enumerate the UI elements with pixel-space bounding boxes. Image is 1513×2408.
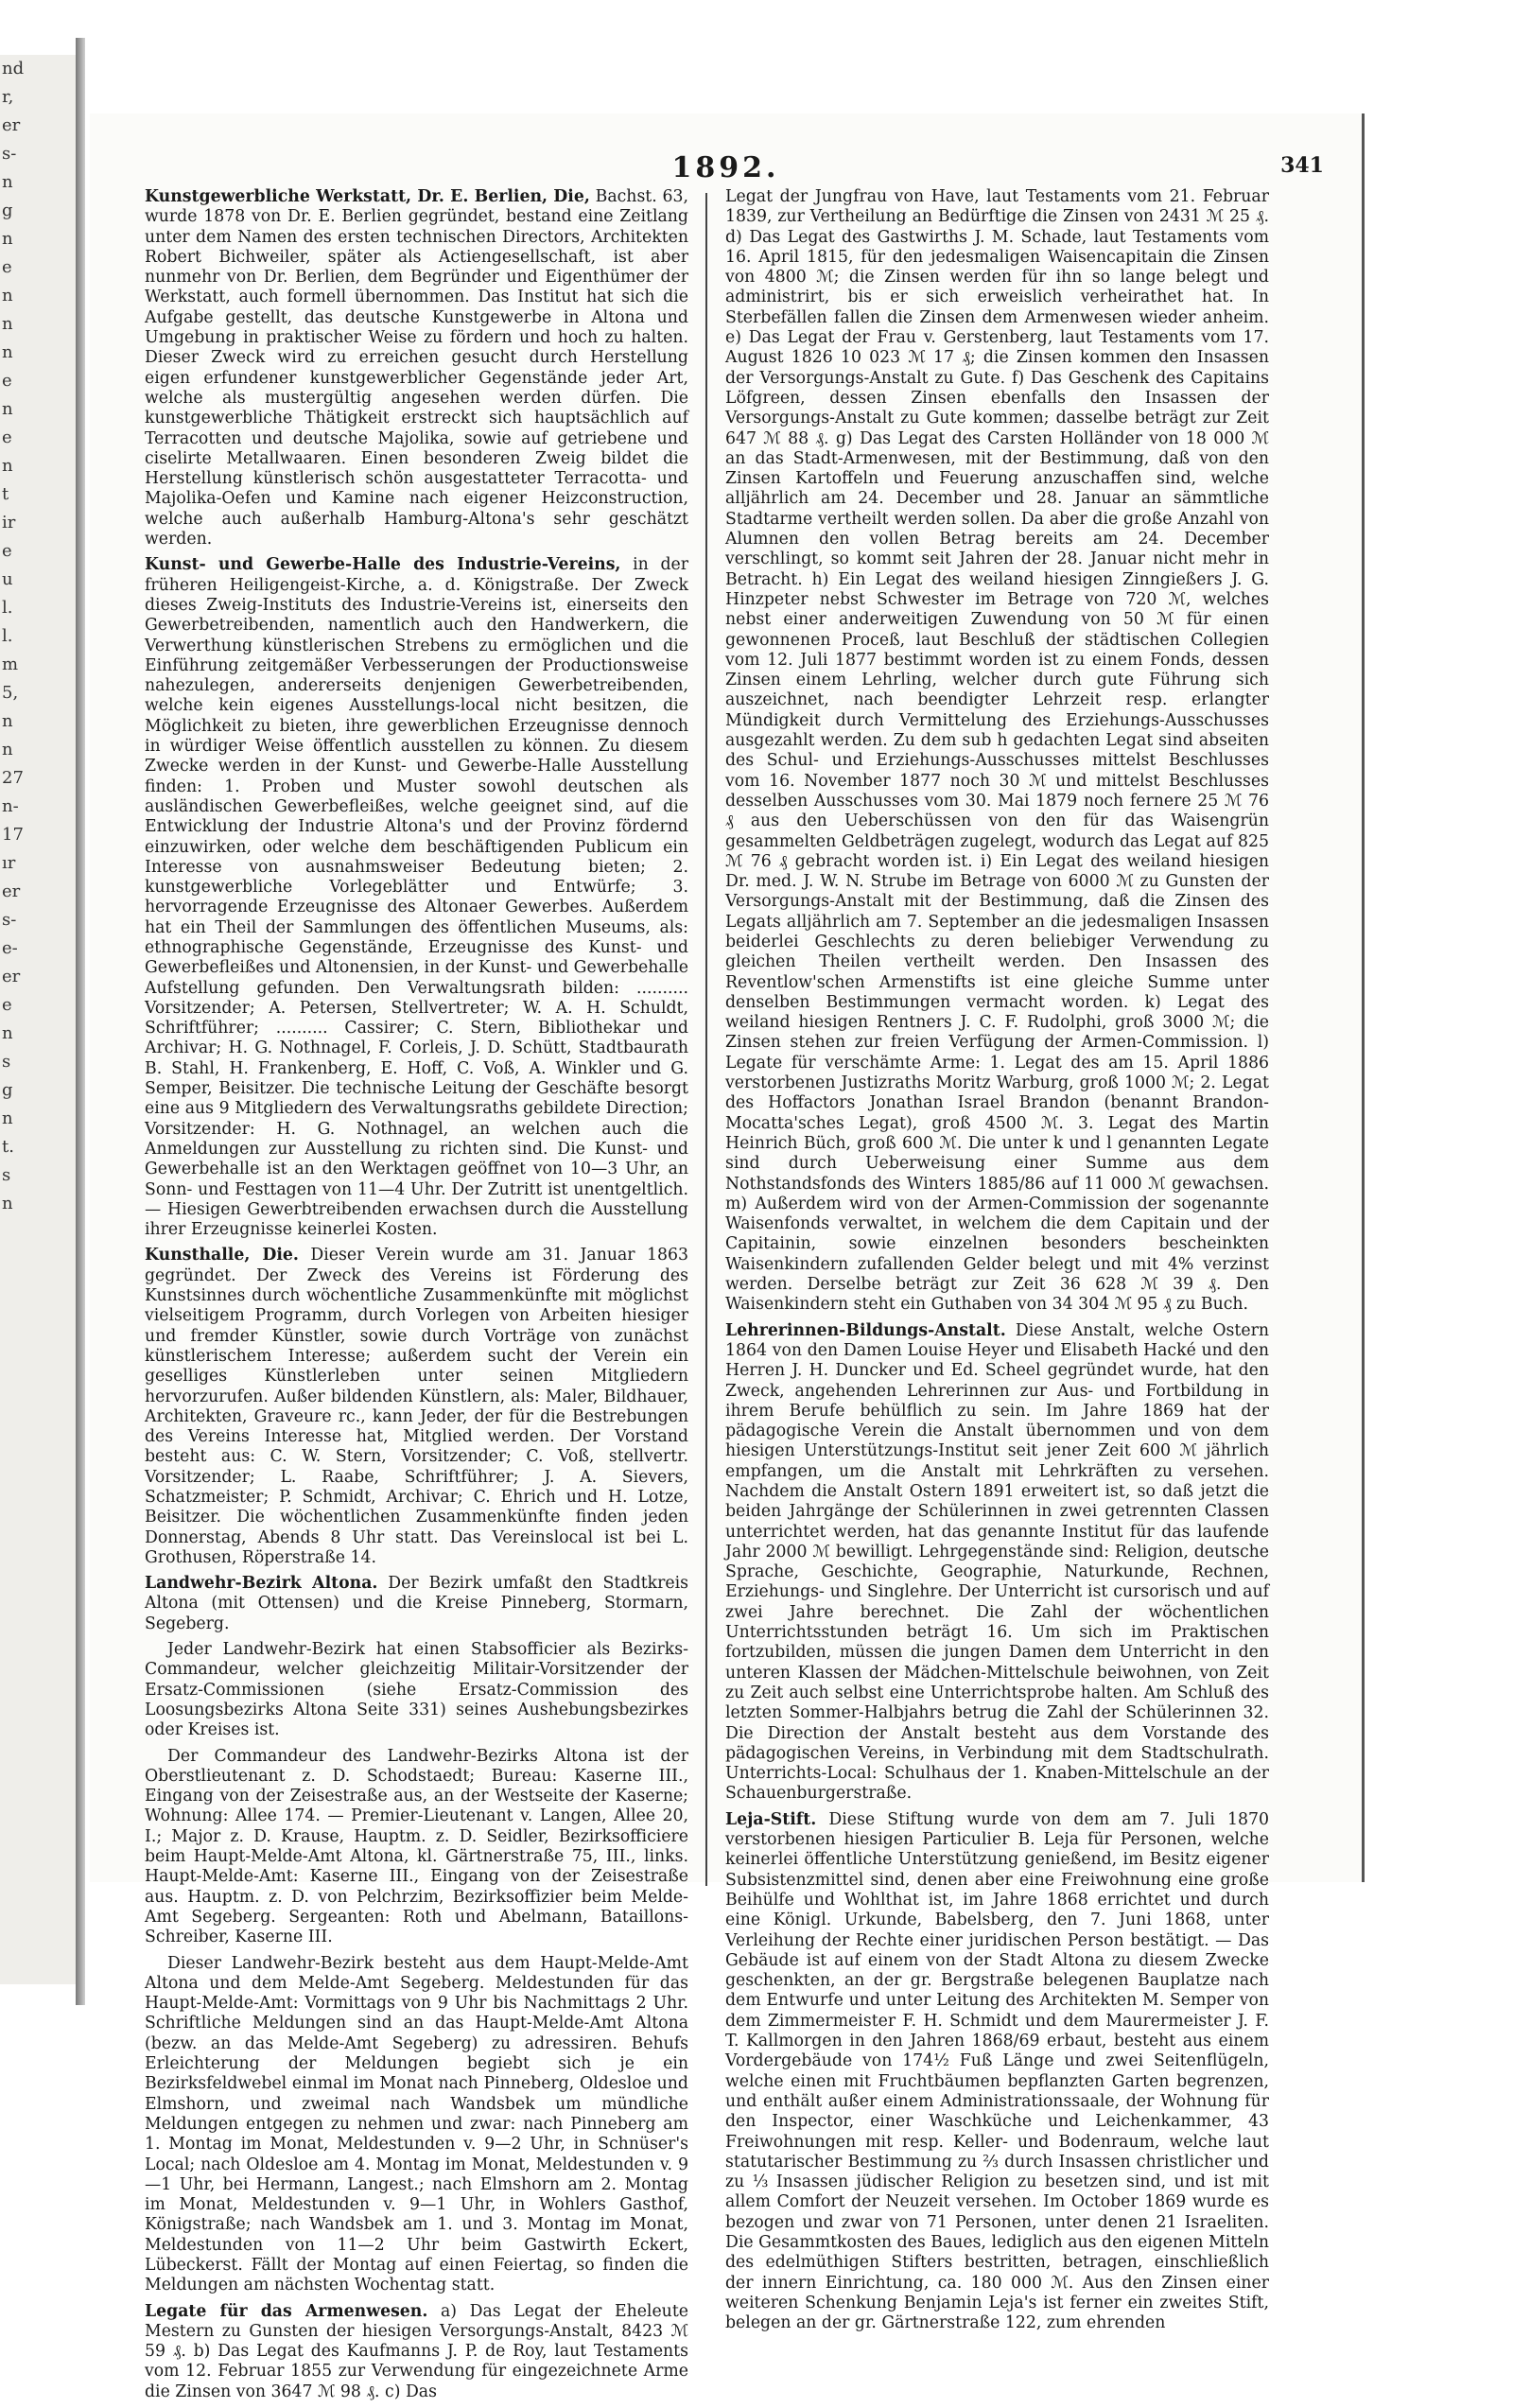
document-page <box>90 113 1365 2401</box>
entry-text: Der Bezirk umfaßt den Stadtkreis Altona (mit Ottensen) und die Kreise Pinneberg, Stormarn, Segeberg. <box>145 1574 689 1633</box>
entry-text: Dieser Landwehr-Bezirk besteht aus dem Haupt-Melde-Amt Altona und dem Melde-Amt Segeberg. Meldestunden für das Haupt-Melde-Amt: Vormittags von 9 Uhr bis Nachmittags 2 Uhr. Schriftliche Meldungen sind an das Haupt-Melde-Amt Altona (bezw. an das Melde-Amt Segeberg) zu adressiren. Behufs Erleichterung der Meldungen begiebt sich je ein Bezirksfeldwebel einmal im Monat nach Pinneberg, Oldesloe und Elmshorn, und zweimal nach Wandsbek um mündliche Meldungen entgegen zu nehmen und zwar: nach Pinneberg am 1. Montag im Monat, Meldestunden v. 9—2 Uhr, in Schnüser's Local; nach Oldesloe am 4. Montag im Monat, Meldestunden v. 9—1 Uhr, bei Hermann, Langest.; nach Elmshorn am 2. Montag im Monat, Meldestunden v. 9—1 Uhr, in Wohlers Gasthof, Königstraße; nach Wandsbek am 1. und 3. Montag im Monat, Meldestunden von 11—2 Uhr beim Gastwirth Eckert, Lübeckerst. Fällt der Montag auf einen Feiertag, so finden die Meldungen am nächsten Wochentag statt. <box>145 1953 688 2295</box>
prev-page-fragment: nd <box>2 59 25 79</box>
prev-page-fragment: n <box>2 342 13 362</box>
entry-heading: Leja-Stift. <box>725 1809 817 1829</box>
prev-page-fragment: n <box>2 1023 13 1043</box>
entry-heading: Kunstgewerbliche Werkstatt, Dr. E. Berlien, Die, <box>145 187 590 206</box>
entry-text: in der früheren Heiligengeist-Kirche, a. d. Königstraße. Der Zweck dieses Zweig-Instituts des Industrie-Vereins ist, einerseits den Gewerbetreibenden, namentlich auch den Handwerkern, die Verwerthung künstlerischen Strebens zu ermöglichen und die Einführung zeitgemäßer Verbesserungen der Productionsweise nahezulegen, andererseits denjenigen Gewerbetreibenden, welche kein eigenes Ausstellungs-local nicht besitzen, die Möglichkeit zu bieten, ihre gewerblichen Erzeugnisse dennoch in würdiger Weise öffentlich ausstellen zu können. Zu diesem Zwecke werden in der Kunst- und Gewerbe-Halle Ausstellung finden: 1. Proben und Muster sowohl deutschen als ausländischen Gewerbefleißes, welche geeignet sind, auf die Entwicklung der Industrie Altona's und der Provinz fördernd einzuwirken, oder welche dem beschäftigenden Publicum ein Interesse von ausnahmsweiser Bedeutung bieten; 2. kunstgewerbliche Vorlegeblätter und Entwürfe; 3. hervorragende Erzeugnisse des Altonaer Gewerbes. Außerdem hat ein Theil der Sammlungen des öffentlichen Museums, als: ethnographische Gegenstände, Erzeugnisse des Kunst- und Gewerbefleißes und Altonensien, in der Kunst- und Gewerbehalle Aufstellung gefunden. Den Verwaltungsrath bilden: .......... Vorsitzender; A. Petersen, Stellvertreter; W. A. H. Schuldt, Schriftführer; .......... Cassirer; C. Stern, Bibliothekar und Archivar; H. G. Nothnagel, F. Corleis, J. D. Schütt, Stadtbaurath B. Stahl, H. Frankenberg, E. Hoff, C. Voß, A. Winkler und G. Semper, Beisitzer. Die technische Leitung der Geschäfte besorgt eine aus 9 Mitgliedern des Verwaltungsraths gebildete Direction; Vorsitzender: H. G. Nothnagel, an welchen auch die Anmeldungen zur Ausstellung zu richten sind. Die Kunst- und Gewerbehalle ist an den Werktagen geöffnet von 10—3 Uhr, an Sonn- und Festtagen von 11—4 Uhr. Der Zutritt ist unentgeltlich. — Hiesigen Gewerbtreibenden erwachsen durch die Ausstellung ihrer Erzeugnisse keinerlei Kosten. <box>145 555 688 1240</box>
prev-page-fragment: 17 <box>2 825 24 845</box>
entry-heading: Lehrerinnen-Bildungs-Anstalt. <box>725 1320 1006 1340</box>
prev-page-fragment: e- <box>2 938 18 958</box>
prev-page-fragment: l. <box>2 626 13 646</box>
prev-page-fragment: n <box>2 399 13 419</box>
entry-paragraph <box>145 1246 688 1568</box>
entry-paragraph <box>145 1954 688 2296</box>
entry-paragraph <box>145 187 688 550</box>
entry-text: Diese Anstalt, welche Ostern 1864 von den Damen Louise Heyer und Elisabeth Hacké und den Herren J. H. Duncker und Ed. Scheel gegründet wurde, hat den Zweck, angehenden Lehrerinnen zur Aus- und Fortbildung in ihrem Berufe behülflich zu sein. Im Jahre 1869 hat der pädagogische Verein die Anstalt übernommen und von dem hiesigen Unterstützungs-Institut seit jener Zeit 600 ℳ jährlich empfangen, um die Anstalt mit Lehrkräften zu versehen. Nachdem die Anstalt Ostern 1891 erweitert ist, so daß jetzt die beiden Jahrgänge der Schülerinnen in zwei getrennten Classen unterrichtet werden, hat das genannte Institut für das laufende Jahr 2000 ℳ bewilligt. Lehrgegenstände sind: Religion, deutsche Sprache, Geschichte, Geographie, Naturkunde, Rechnen, Erziehungs- und Singlehre. Der Unterricht ist cursorisch und auf zwei Jahre berechnet. Die Zahl der wöchentlichen Unterrichtsstunden beträgt 16. Um sich im Praktischen fortzubilden, müssen die jungen Damen dem Unterricht in den unteren Klassen der Mädchen-Mittelschule beiwohnen, von Zeit zu Zeit auch selbst eine Unterrichtsprobe halten. Am Schluß des letzten Sommer-Halbjahrs betrug die Zahl der Schülerinnen 32. Die Direction der Anstalt besteht aus dem Vorstande des pädagogischen Vereins, in Verbindung mit dem Stadtschulrath. Unterrichts-Local: Schulhaus der 1. Knaben-Mittelschule an der Schauenburgerstraße. <box>725 1320 1269 1804</box>
prev-page-fragment: g <box>2 201 13 220</box>
prev-page-fragment: s- <box>2 144 17 164</box>
prev-page-fragment: n <box>2 456 13 476</box>
prev-page-fragment: n- <box>2 796 19 816</box>
prev-page-fragment: e <box>2 995 12 1015</box>
prev-page-fragment: n <box>2 314 13 334</box>
prev-page-fragment: s <box>2 1052 11 1072</box>
entry-paragraph <box>725 1810 1269 2334</box>
prev-page-fragment: ir <box>2 513 16 532</box>
entry-heading: Landwehr-Bezirk Altona. <box>145 1574 378 1594</box>
prev-page-fragment: n <box>2 286 13 305</box>
entry-text: Der Commandeur des Landwehr-Bezirks Altona ist der Oberstlieutenant z. D. Schodstaedt; Bureau: Kaserne III., Eingang von der Zeisestraße aus, an der Westseite der Kaserne; Wohnung: Allee 174. — Premier-Lieutenant v. Langen, Allee 20, I.; Major z. D. Krause, Hauptm. z. D. Seidler, Bezirksofficiere beim Haupt-Melde-Amt Altona, kl. Gärtnerstraße 75, III., links. Haupt-Melde-Amt: Kaserne III., Eingang von der Zeisestraße aus. Hauptm. z. D. von Pelchrzim, Bezirksoffizier beim Melde-Amt Segeberg. Sergeanten: Roth und Abelmann, Bataillons-Schreiber, Kaserne III. <box>145 1746 688 1947</box>
prev-page-fragment: er <box>2 881 21 901</box>
entry-text: a) Das Legat der Eheleute Mestern zu Gunsten der hiesigen Versorgungs-Anstalt, 8423 ℳ 59 ₰. b) Das Legat des Kaufmanns J. P. de Roy, laut Testaments vom 12. Februar 1855 zur Verwendung für eingezeichnete Arme die Zinsen von 3647 ℳ 98 ₰. c) Das <box>145 2301 688 2401</box>
column-divider <box>705 193 707 1886</box>
prev-page-fragment: n <box>2 172 13 192</box>
entry-paragraph <box>145 1640 688 1740</box>
prev-page-fragment: e <box>2 428 12 447</box>
left-column <box>145 187 688 2408</box>
page-year: 1892. <box>671 151 780 184</box>
prev-page-fragment: e <box>2 257 12 277</box>
prev-page-fragment: t <box>2 484 9 504</box>
prev-page-fragment: s <box>2 1165 11 1185</box>
entry-text: Jeder Landwehr-Bezirk hat einen Stabsofficier als Bezirks-Commandeur, welcher gleichzeitig Militair-Vorsitzender der Ersatz-Commissionen (siehe Ersatz-Commission des Loosungsbezirks Altona Seite 331) seines Aushebungsbezirkes oder Kreises ist. <box>145 1640 688 1740</box>
prev-page-fragment: u <box>2 569 13 589</box>
prev-page-fragment: l. <box>2 598 13 618</box>
book-gutter <box>76 38 85 2005</box>
entry-heading: Kunsthalle, Die. <box>145 1246 299 1265</box>
entry-paragraph <box>145 1574 688 1634</box>
prev-page-fragment: t. <box>2 1137 14 1157</box>
prev-page-fragment: e <box>2 371 12 391</box>
entry-paragraph <box>145 2302 688 2402</box>
prev-page-fragment: er <box>2 967 21 986</box>
entry-heading: Kunst- und Gewerbe-Halle des Industrie-Vereins, <box>145 555 621 575</box>
entry-text: Bachst. 63, wurde 1878 von Dr. E. Berlien gegründet, bestand eine Zeitlang unter dem Namen des ersten technischen Directors, Architekten Robert Bichweiler, später als Actiengesellschaft, ist aber nunmehr von Dr. Berlien, dem Begründer und Eigenthümer der Werkstatt, auch formell übernommen. Das Institut hat sich die Aufgabe gestellt, das deutsche Kunstgewerbe in Altona und Umgebung in praktischer Weise zu fördern und hoch zu halten. Dieser Zweck wird zu erreichen gesucht durch Herstellung eigen erfundener kunstgewerblicher Gegenstände jeder Art, welche als mustergültig angesehen werden dürfen. Die kunstgewerbliche Thätigkeit erstreckt sich hauptsächlich auf Terracotten und deutsche Majolika, sowie auf getriebene und ciselirte Metallwaaren. Einen besonderen Zweig bildet die Herstellung künstlerisch schön ausgestatteter Terracotta- und Majolika-Oefen und Kamine nach eigener Heizconstruction, welche auch außerhalb Hamburg-Altona's sehr geschätzt werden. <box>145 187 688 550</box>
entry-heading: Legate für das Armenwesen. <box>145 2301 428 2321</box>
prev-page-fragment: s- <box>2 910 17 930</box>
prev-page-fragment: r, <box>2 87 14 107</box>
entry-paragraph <box>145 555 688 1240</box>
prev-page-fragment: 5, <box>2 683 19 703</box>
entry-paragraph <box>725 187 1269 1316</box>
prev-page-fragment: n <box>2 711 13 731</box>
prev-page-fragment: n <box>2 1108 13 1128</box>
prev-page-fragment: ır <box>2 853 16 873</box>
right-column <box>725 187 1269 2339</box>
prev-page-fragment: m <box>2 654 19 674</box>
entry-text: Legat der Jungfrau von Have, laut Testaments vom 21. Februar 1839, zur Vertheilung an Bedürftige die Zinsen von 2431 ℳ 25 ₰. d) Das Legat des Gastwirths J. M. Schade, laut Testaments vom 16. April 1815, für den jedesmaligen Waisencapitain die Zinsen von 4800 ℳ; die Zinsen werden für ihn so lange belegt und administrirt, bis er sich erweislich verheirathet hat. In Sterbefällen fallen die Zinsen dem Armenwesen wieder anheim. e) Das Legat der Frau v. Gerstenberg, laut Testaments vom 17. August 1826 10 023 ℳ 17 ₰; die Zinsen kommen den Insassen der Versorgungs-Anstalt zu Gute. f) Das Geschenk des Capitains Löfgreen, dessen Zinsen ebenfalls den Insassen der Versorgungs-Anstalt zu Gute kommen; dasselbe beträgt zur Zeit 647 ℳ 88 ₰. g) Das Legat des Carsten Holländer von 18 000 ℳ an das Stadt-Armenwesen, mit der Bestimmung, daß von den Zinsen Kartoffeln und Feuerung anzuschaffen sind, welche alljährlich am 24. December und 28. Januar an sämmtliche Stadtarme vertheilt werden sollen. Da aber die große Anzahl von Alumnen den vollen Betrag bereits am 24. December verschlingt, so kommt seit Jahren der 28. Januar nicht mehr in Betracht. h) Ein Legat des weiland hiesigen Zinngießers J. G. Hinzpeter nebst Schwester im Betrage von 720 ℳ, welches nebst einer anderweitigen Zuwendung von 50 ℳ für einen gewonnenen Proceß, laut Beschluß der städtischen Collegien vom 12. Juli 1877 bestimmt worden ist zu einem Fonds, dessen Zinsen einem Lehrling, welcher durch gute Führung sich auszeichnet, nach beendigter Lehrzeit resp. erlangter Mündigkeit durch Vermittelung des Erziehungs-Ausschusses ausgezahlt werden. Zu dem sub h gedachten Legat sind abseiten des Schul- und Erziehungs-Ausschusses mittelst Beschlusses vom 16. November 1877 noch 30 ℳ und mittelst Beschlusses desselben Ausschusses vom 30. Mai 1879 noch fernere 25 ℳ 76 ₰ aus den Ueberschüssen von den für das Waisengrün gesammelten Geldbeträgen zugelegt, wodurch das Legat auf 825 ℳ 76 ₰ gebracht worden ist. i) Ein Legat des weiland hiesigen Dr. med. J. W. N. Strube im Betrage von 6000 ℳ zu Gunsten der Versorgungs-Anstalt mit der Bestimmung, daß die Zinsen des Legats alljährlich am 7. September an die jedesmaligen Insassen beiderlei Geschlechts zu deren beliebiger Verwendung zu gleichen Theilen vertheilt werden. Den Insassen des Reventlow'schen Armenstifts ist eine gleiche Summe unter denselben Bestimmungen vermacht worden. k) Legat des weiland hiesigen Rentners J. C. F. Rudolphi, groß 3000 ℳ; die Zinsen stehen zur freien Verfügung der Armen-Commission. l) Legate für verschämte Arme: 1. Legat des am 15. April 1886 verstorbenen Justizraths Moritz Warburg, groß 1000 ℳ; 2. Legat des Hoffactors Jonathan Israel Brandon (benannt Brandon-Mocatta'sches Legat), groß 4500 ℳ. 3. Legat des Martin Heinrich Büch, groß 600 ℳ. Die unter k und l genannten Legate sind durch Ueberweisung einer Summe aus dem Nothstandsfonds des Winters 1885/86 auf 11 000 ℳ gewachsen. m) Außerdem wird von der Armen-Commission der sogenannte Waisenfonds verwaltet, in welchem die dem Capitain und der Capitainin, sowie einzelnen besonders bescheinkten Waisenkindern zufallenden Gelder belegt und mit 4% verzinst werden. Derselbe beträgt zur Zeit 36 628 ℳ 39 ₰. Den Waisenkindern steht ein Guthaben von 34 304 ℳ 95 ₰ zu Buch. <box>725 187 1269 1315</box>
entry-text: Diese Stiftung wurde von dem am 7. Juli 1870 verstorbenen hiesigen Particulier B. Leja für Personen, welche keinerlei öffentliche Unterstützung genießend, im Besitz eigener Subsistenzmittel sind, denen aber eine Freiwohnung eine große Beihülfe und Wohlthat ist, im Jahre 1868 errichtet und durch eine Königl. Urkunde, Babelsberg, den 7. Juni 1868, unter Verleihung der Rechte einer juridischen Person bestätigt. — Das Gebäude ist auf einem von der Stadt Altona zu diesem Zwecke geschenkten, an der gr. Bergstraße belegenen Bauplatze nach dem Entwurfe und unter Leitung des Architekten M. Semper von dem Zimmermeister F. H. Schmidt und dem Maurermeister J. F. T. Kallmorgen in den Jahren 1868/69 erbaut, besteht aus einem Vordergebäude von 174½ Fuß Länge und zwei Seitenflügeln, welche einen mit Fruchtbäumen bepflanzten Garten begrenzen, und enthält außer einem Administrationssaale, der Wohnung für den Inspector, einer Waschküche und Leichenkammer, 43 Freiwohnungen mit resp. Keller- und Bodenraum, welche laut statutarischer Bestimmung zu ⅔ durch Insassen christlicher und zu ⅓ Insassen jüdischer Religion zu besetzen sind, und ist mit allem Comfort der Neuzeit versehen. Im October 1869 wurde es bezogen und zwar von 71 Personen, unter denen 21 Israeliten. Die Gesammtkosten des Baues, lediglich aus den eigenen Mitteln des edelmüthigen Stifters bestritten, betragen, einschließlich der innern Einrichtung, ca. 180 000 ℳ. Aus den Zinsen einer weiteren Schenkung Benjamin Leja's ist ferner ein zweites Stift, belegen an der gr. Gärtnerstraße 122, zum ehrenden <box>725 1809 1269 2333</box>
prev-page-fragment: 27 <box>2 768 24 788</box>
page-number: 341 <box>1280 153 1324 178</box>
entry-paragraph <box>725 1321 1269 1805</box>
prev-page-fragment: n <box>2 740 13 759</box>
previous-page-edge <box>0 55 78 1984</box>
prev-page-fragment: e <box>2 541 12 561</box>
entry-paragraph <box>145 1747 688 1948</box>
entry-text: Dieser Verein wurde am 31. Januar 1863 gegründet. Der Zweck des Vereins ist Förderung des Kunstsinnes durch wöchentliche Zusammenkünfte mit möglichst vielseitigem Programm, durch Vorlegen von Arbeiten hiesiger und fremder Künstler, sowie durch Vorträge von zunächst künstlerischem Interesse; außerdem sucht der Verein ein geselliges Künstlerleben unter seinen Mitgliedern hervorzurufen. Außer bildenden Künstlern, als: Maler, Bildhauer, Architekten, Graveure rc., kann Jeder, der für die Bestrebungen des Vereins Interesse hat, Mitglied werden. Der Vorstand besteht aus: C. W. Stern, Vorsitzender; C. Voß, stellvertr. Vorsitzender; L. Raabe, Schriftführer; J. A. Sievers, Schatzmeister; P. Schmidt, Archivar; C. Ehrich und H. Lotze, Beisitzer. Die wöchentlichen Zusammenkünfte finden jeden Donnerstag, Abends 8 Uhr statt. Das Vereinslocal ist bei L. Grothusen, Röperstraße 14. <box>145 1246 688 1567</box>
prev-page-fragment: n <box>2 1194 13 1213</box>
prev-page-fragment: er <box>2 115 21 135</box>
prev-page-fragment: n <box>2 229 13 249</box>
prev-page-fragment: g <box>2 1080 13 1100</box>
